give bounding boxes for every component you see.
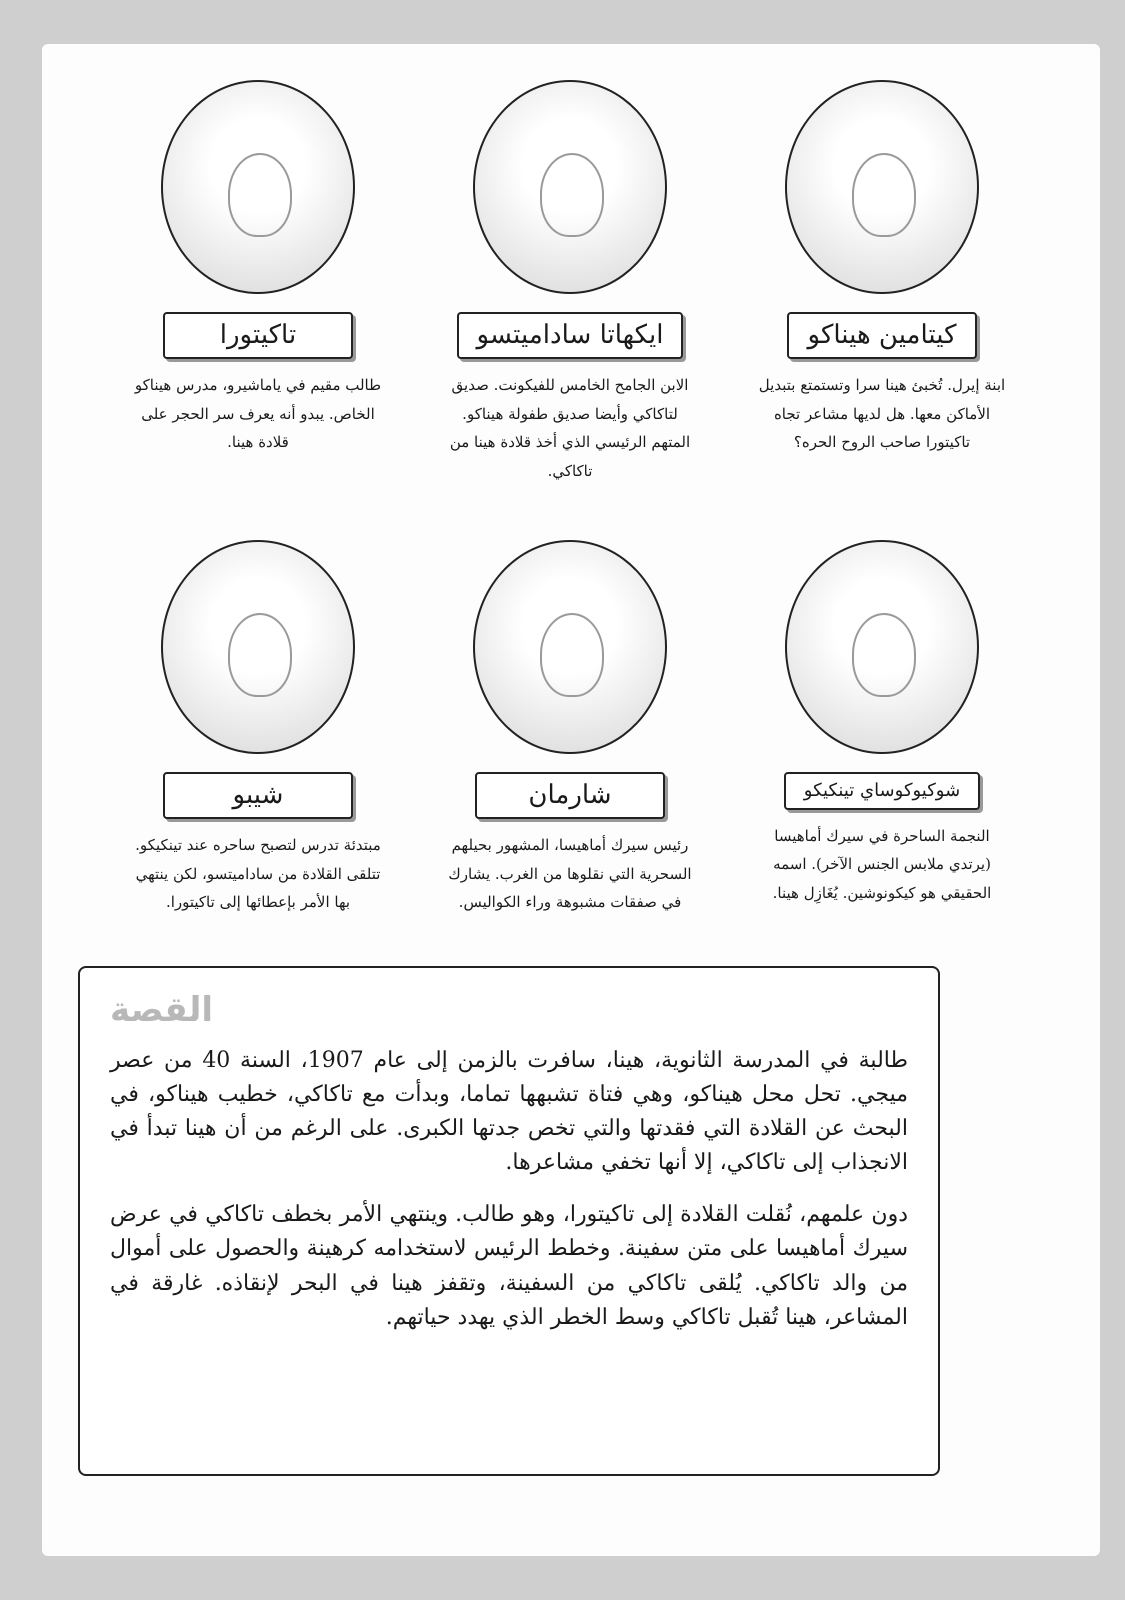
character-description: ابنة إيرل. تُخبئ هينا سرا وتستمتع بتبديل الأماكن معها. هل لديها مشاعر تجاه تاكيتورا صاحب الروح الحره؟ [758,376,1006,452]
character-description: رئيس سيرك أماهيسا، المشهور بحيلهم السحرية التي نقلوها من الغرب. يشارك في صفقات مشبوهة وراء الكواليس. [448,836,692,912]
portrait-image [161,540,355,754]
character-name: ايكهاتا ساداميتسو [457,312,684,359]
story-paragraph: دون علمهم، نُقلت القلادة إلى تاكيتورا، وهو طالب. وينتهي الأمر بخطف تاكاكي في عرض سيرك أماهيسا على متن سفينة. وخطط الرئيس لاستخدامه كرهينة والحصول على أموال من والد تاكاكي. يُلقى تاكاكي من السفينة، وتقفز هينا في البحر لإنقاذه. غارقة في المشاعر، هينا تُقبل تاكاكي وسط الخطر الذي يهدد حياتهم. [110,1202,908,1330]
character-description: طالب مقيم في ياماشيرو، مدرس هيناكو الخاص. يبدو أنه يعرف سر الحجر على قلادة هينا. [134,376,382,452]
character-card-shibo [108,540,408,917]
character-name: تاكيتورا [163,312,353,359]
portrait-image [785,540,979,754]
portrait-image [785,80,979,294]
portrait-image [161,80,355,294]
character-description: النجمة الساحرة في سيرك أماهيسا (يرتدي ملابس الجنس الآخر). اسمه الحقيقي هو كيكونوشين. يُغَازِل هينا. [772,826,992,902]
character-card-sadamitsu [420,80,720,485]
character-name: شارمان [475,772,665,819]
character-name: كيتامين هيناكو [787,312,977,359]
character-card-taketora [108,80,408,457]
portrait-image [473,540,667,754]
story-box [78,966,940,1476]
character-card-sharman [420,540,720,917]
character-name: شيبو [163,772,353,819]
character-name: شوكيوكوساي تينكيكو [784,772,980,810]
manga-page [42,44,1100,1556]
portrait-image [473,80,667,294]
character-description: مبتدئة تدرس لتصبح ساحره عند تينكيكو. تتلقى القلادة من ساداميتسو، لكن ينتهي بها الأمر بإعطائها إلى تاكيتورا. [135,836,381,912]
character-card-hinako [732,80,1032,457]
story-title: القصة [110,990,214,1030]
character-card-tenkiko [732,540,1032,907]
story-paragraph: طالبة في المدرسة الثانوية، هينا، سافرت بالزمن إلى عام 1907، السنة 40 من عصر ميجي. تحل محل هيناكو، وهي فتاة تشبهها تماما، وبدأت مع تاكاكي، خطيب هيناكو، في البحث عن القلادة التي فقدتها والتي تخص جدتها الكبرى. على الرغم من أن هينا تبدأ في الانجذاب إلى تاكاكي، إلا أنها تخفي مشاعرها. [110,1048,909,1176]
character-description: الابن الجامح الخامس للفيكونت. صديق لتاكاكي وأيضا صديق طفولة هيناكو. المتهم الرئيسي الذي أخذ قلادة هينا من تاكاكي. [449,376,691,480]
